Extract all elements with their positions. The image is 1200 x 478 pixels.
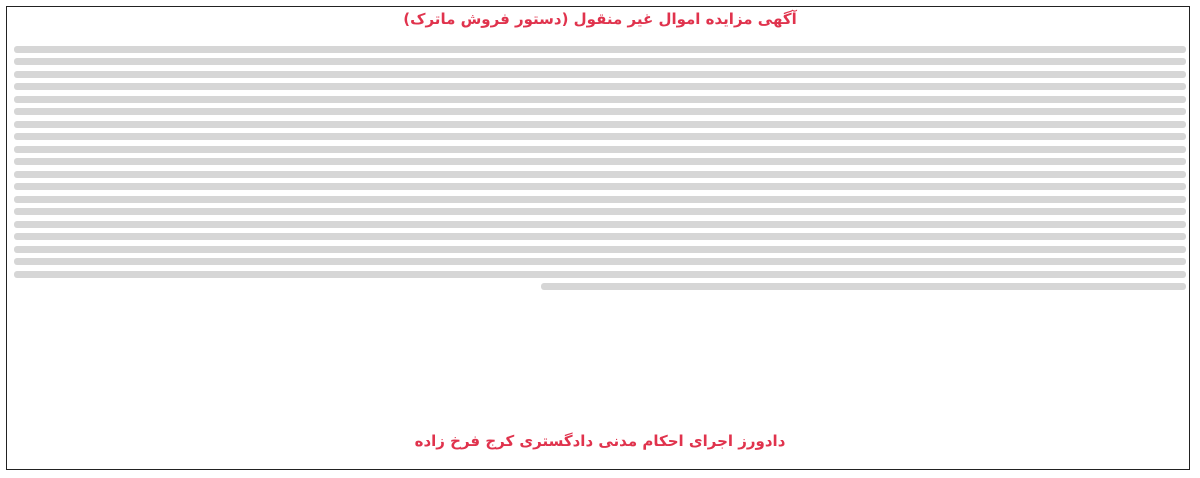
body-line-placeholder: [14, 258, 1186, 265]
body-line-placeholder: [541, 283, 1186, 290]
body-line-placeholder: [14, 221, 1186, 228]
body-line-placeholder: [14, 233, 1186, 240]
notice-body-placeholder: [14, 40, 1186, 412]
body-line-placeholder: [14, 196, 1186, 203]
body-line-placeholder: [14, 121, 1186, 128]
body-line-placeholder: [14, 171, 1186, 178]
body-line-placeholder: [14, 183, 1186, 190]
body-line-placeholder: [14, 158, 1186, 165]
body-line-placeholder: [14, 83, 1186, 90]
body-line-placeholder: [14, 108, 1186, 115]
notice-signature: دادورز اجرای احکام مدنی دادگستری کرج فرخ زاده: [414, 432, 786, 450]
body-line-placeholder: [14, 208, 1186, 215]
body-line-placeholder: [14, 133, 1186, 140]
body-line-placeholder: [14, 146, 1186, 153]
notice-title: آگهی مزایده اموال غیر منقول (دستور فروش ماترک): [403, 10, 797, 28]
body-line-placeholder: [14, 46, 1186, 53]
body-line-placeholder: [14, 71, 1186, 78]
body-line-placeholder: [14, 271, 1186, 278]
body-line-placeholder: [14, 58, 1186, 65]
body-line-placeholder: [14, 246, 1186, 253]
body-line-placeholder: [14, 96, 1186, 103]
